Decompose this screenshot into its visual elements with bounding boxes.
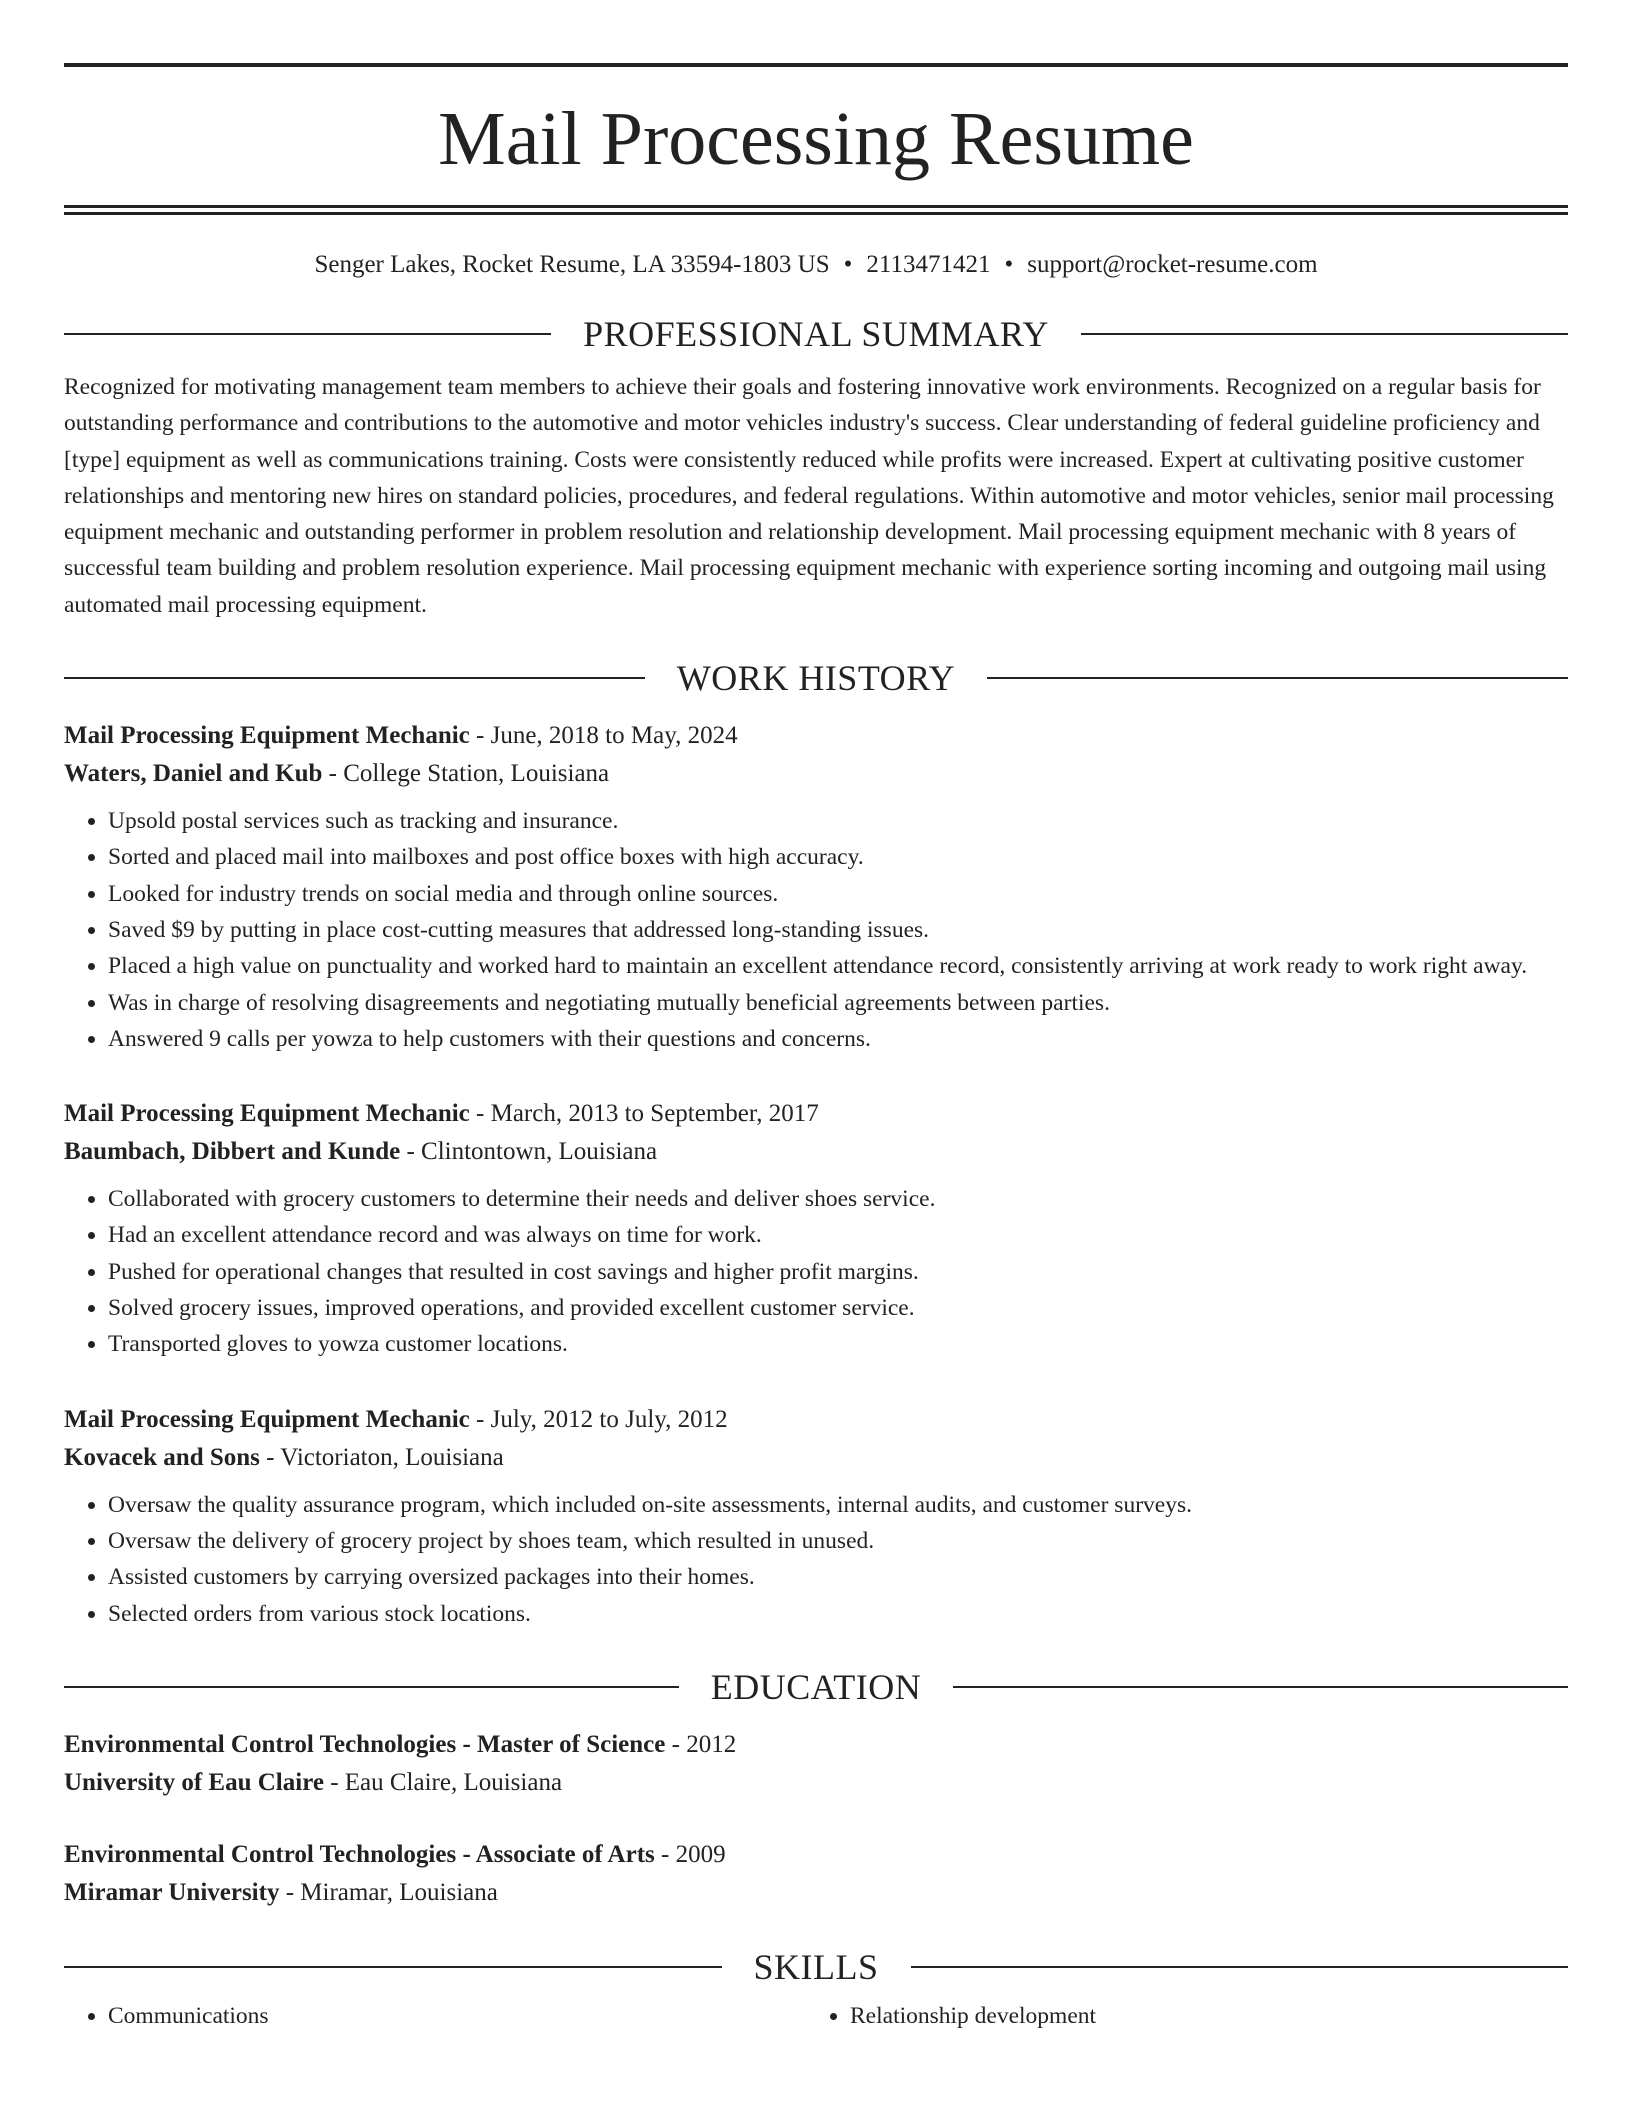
section-rule xyxy=(64,333,551,335)
job-entry xyxy=(64,1401,1568,1632)
contact-line xyxy=(64,251,1568,279)
section-header-summary xyxy=(64,313,1568,355)
list-item: • Oversaw the delivery of grocery project by shoes team, which resulted in unused. xyxy=(108,1523,1568,1559)
school-location: - Eau Claire, Louisiana xyxy=(323,1768,563,1796)
section-header-work xyxy=(64,657,1568,699)
job-title: Mail Processing Equipment Mechanic xyxy=(64,722,470,750)
top-rule xyxy=(64,63,1568,67)
section-rule xyxy=(64,677,645,679)
section-title-summary: PROFESSIONAL SUMMARY xyxy=(583,314,1049,354)
school: Miramar University xyxy=(64,1878,280,1906)
section-header-education xyxy=(64,1666,1568,1708)
contact-address: Senger Lakes, Rocket Resume, LA 33594-1803 US xyxy=(314,251,830,278)
list-item: • Solved grocery issues, improved operations, and provided excellent customer service. xyxy=(108,1290,1568,1326)
job-bullets xyxy=(64,1181,1568,1362)
job-dates: - July, 2012 to July, 2012 xyxy=(469,1405,728,1433)
job-title-line xyxy=(64,717,1568,755)
section-title-work: WORK HISTORY xyxy=(676,658,956,699)
section-rule xyxy=(953,1686,1568,1688)
job-location: - Victoriaton, Louisiana xyxy=(259,1443,504,1471)
list-item: • Placed a high value on punctuality and worked hard to maintain an excellent attendance record, consistently arriving at work ready to work right away. xyxy=(108,948,1568,984)
list-item: • Answered 9 calls per yowza to help customers with their questions and concerns. xyxy=(108,1021,1568,1057)
job-title-line xyxy=(64,1095,1568,1133)
section-rule xyxy=(1081,333,1568,335)
list-item: • Was in charge of resolving disagreements and negotiating mutually beneficial agreements between parties. xyxy=(108,985,1568,1021)
section-rule xyxy=(64,1966,722,1968)
school-line xyxy=(64,1764,1568,1802)
degree-line xyxy=(64,1836,1568,1874)
job-company: Baumbach, Dibbert and Kunde xyxy=(64,1138,401,1166)
degree: Environmental Control Technologies - Master of Science xyxy=(64,1730,666,1758)
contact-email: support@rocket-resume.com xyxy=(1027,251,1318,278)
school: University of Eau Claire xyxy=(64,1768,324,1796)
section-rule xyxy=(987,677,1568,679)
section-rule xyxy=(64,1686,679,1688)
job-company-line xyxy=(64,1439,1568,1477)
degree: Environmental Control Technologies - Associate of Arts xyxy=(64,1840,655,1868)
job-location: - Clintontown, Louisiana xyxy=(400,1138,658,1166)
degree-line xyxy=(64,1726,1568,1764)
section-header-skills xyxy=(64,1946,1568,1988)
list-item: • Saved $9 by putting in place cost-cutting measures that addressed long-standing issues. xyxy=(108,912,1568,948)
job-location: - College Station, Louisiana xyxy=(322,760,610,788)
job-company-line xyxy=(64,1133,1568,1171)
contact-separator: • xyxy=(843,251,853,278)
job-title: Mail Processing Equipment Mechanic xyxy=(64,1405,470,1433)
list-item: • Oversaw the quality assurance program, which included on-site assessments, internal audits, and customer surveys. xyxy=(108,1487,1568,1523)
job-dates: - June, 2018 to May, 2024 xyxy=(469,722,738,750)
section-title-education: EDUCATION xyxy=(710,1666,922,1707)
graduation-year: - 2012 xyxy=(665,1730,737,1758)
list-item: • Assisted customers by carrying oversized packages into their homes. xyxy=(108,1559,1568,1595)
education-entry xyxy=(64,1726,1568,1802)
resume-page xyxy=(64,0,1568,2034)
skills-column-right xyxy=(806,1998,1548,2034)
list-item: • Selected orders from various stock locations. xyxy=(108,1596,1568,1632)
job-title: Mail Processing Equipment Mechanic xyxy=(64,1100,470,1128)
job-company: Kovacek and Sons xyxy=(64,1443,260,1471)
job-bullets xyxy=(64,803,1568,1057)
education-entry xyxy=(64,1836,1568,1912)
section-rule xyxy=(911,1966,1569,1968)
job-dates: - March, 2013 to September, 2017 xyxy=(469,1100,819,1128)
job-bullets xyxy=(64,1487,1568,1632)
job-company: Waters, Daniel and Kub xyxy=(64,760,323,788)
list-item: • Looked for industry trends on social media and through online sources. xyxy=(108,876,1568,912)
list-item: • Had an excellent attendance record and was always on time for work. xyxy=(108,1217,1568,1253)
skills-grid xyxy=(64,1998,1568,2034)
job-entry xyxy=(64,1095,1568,1362)
skills-column-left xyxy=(64,1998,806,2034)
contact-separator: • xyxy=(1004,251,1014,278)
summary-paragraph: Recognized for motivating management team members to achieve their goals and fostering innovative work environments. Recognized on a regular basis for outstanding performance and contributions to the automotive and motor vehicles industry's success. Clear understanding of federal guideline proficiency and [type] equipment as well as communications training. Costs were consistently reduced while profits were increased. Expert at cultivating positive customer relationships and mentoring new hires on standard policies, procedures, and federal regulations. Within automotive and motor vehicles, senior mail processing equipment mechanic and outstanding performer in problem resolution and relationship development. Mail processing equipment mechanic with 8 years of successful team building and problem resolution experience. Mail processing equipment mechanic with experience sorting incoming and outgoing mail using automated mail processing equipment. xyxy=(64,374,1554,618)
skill-item: • Relationship development xyxy=(850,1998,1548,2034)
list-item: • Collaborated with grocery customers to determine their needs and deliver shoes service. xyxy=(108,1181,1568,1217)
job-title-line xyxy=(64,1401,1568,1439)
contact-phone: 2113471421 xyxy=(866,251,991,278)
school-location: - Miramar, Louisiana xyxy=(279,1878,498,1906)
resume-title: Mail Processing Resume xyxy=(438,97,1194,181)
section-title-skills: SKILLS xyxy=(753,1946,879,1987)
skill-item: • Communications xyxy=(108,1998,806,2034)
job-entry xyxy=(64,717,1568,1057)
list-item: • Pushed for operational changes that resulted in cost savings and higher profit margins. xyxy=(108,1254,1568,1290)
school-line xyxy=(64,1874,1568,1912)
list-item: • Sorted and placed mail into mailboxes and post office boxes with high accuracy. xyxy=(108,839,1568,875)
title-double-rule xyxy=(64,205,1568,215)
graduation-year: - 2009 xyxy=(654,1840,726,1868)
list-item: • Transported gloves to yowza customer locations. xyxy=(108,1326,1568,1362)
list-item: • Upsold postal services such as tracking and insurance. xyxy=(108,803,1568,839)
job-company-line xyxy=(64,755,1568,793)
